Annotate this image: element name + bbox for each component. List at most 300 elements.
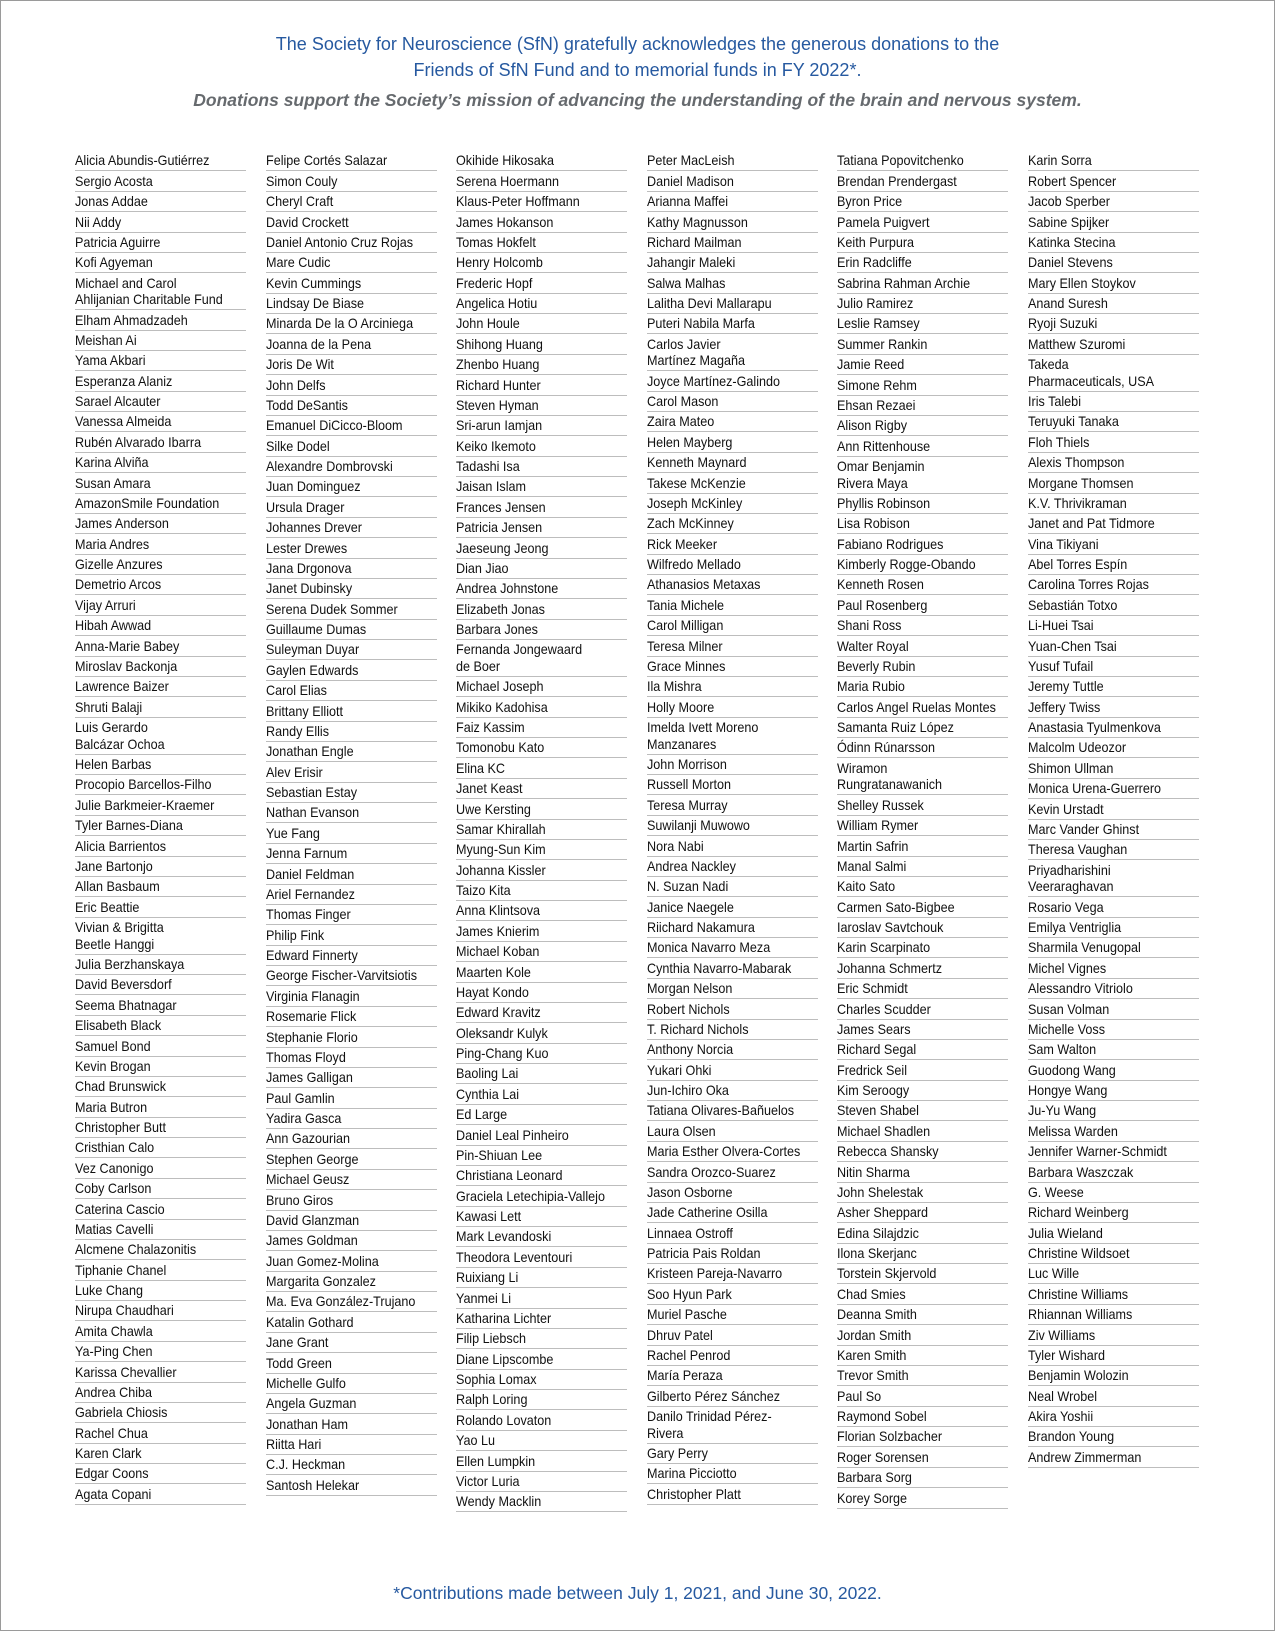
donor-name: Cheryl Craft bbox=[266, 192, 437, 212]
donor-name: Luis Gerardo Balcázar Ochoa bbox=[75, 718, 246, 755]
donor-name: Russell Morton bbox=[647, 775, 818, 795]
donor-name: Jennifer Warner-Schmidt bbox=[1028, 1142, 1199, 1162]
donor-name: Henry Holcomb bbox=[456, 253, 627, 273]
donor-name: Ju-Yu Wang bbox=[1028, 1101, 1199, 1121]
donor-name: N. Suzan Nadi bbox=[647, 877, 818, 897]
donor-name: Edward Kravitz bbox=[456, 1003, 627, 1023]
donor-name: Ursula Drager bbox=[266, 497, 437, 517]
donor-name: Tiphanie Chanel bbox=[75, 1260, 246, 1280]
donor-name: Ódinn Rúnarsson bbox=[837, 738, 1008, 758]
donor-name: Brittany Elliott bbox=[266, 701, 437, 721]
donor-name: Todd Green bbox=[266, 1353, 437, 1373]
donor-name: Frances Jensen bbox=[456, 497, 627, 517]
donor-name: Tomonobu Kato bbox=[456, 738, 627, 758]
donor-name: Faiz Kassim bbox=[456, 718, 627, 738]
donor-name: Michelle Voss bbox=[1028, 1020, 1199, 1040]
donor-name: Sri-arun Iamjan bbox=[456, 416, 627, 436]
donor-name: G. Weese bbox=[1028, 1183, 1199, 1203]
donor-name: Jane Grant bbox=[266, 1333, 437, 1353]
donor-name: Frederic Hopf bbox=[456, 273, 627, 293]
donor-name: Kristeen Pareja-Navarro bbox=[647, 1264, 818, 1284]
donor-name: Richard Hunter bbox=[456, 375, 627, 395]
donor-name: Diane Lipscombe bbox=[456, 1349, 627, 1369]
donor-name: Shimon Ullman bbox=[1028, 758, 1199, 778]
donor-name: Christine Wildsoet bbox=[1028, 1244, 1199, 1264]
donor-name: John Houle bbox=[456, 314, 627, 334]
donor-name: AmazonSmile Foundation bbox=[75, 494, 246, 514]
donor-name: Michael Shadlen bbox=[837, 1121, 1008, 1141]
donor-name: Emilya Ventriglia bbox=[1028, 918, 1199, 938]
donor-name: Monica Navarro Meza bbox=[647, 938, 818, 958]
donor-name: Lester Drewes bbox=[266, 538, 437, 558]
donor-name: Rosemarie Flick bbox=[266, 1007, 437, 1027]
donor-name: Gary Perry bbox=[647, 1444, 818, 1464]
donor-name: Alicia Abundis-Gutiérrez bbox=[75, 151, 246, 171]
donor-name: Stephen George bbox=[266, 1149, 437, 1169]
donor-name: Tadashi Isa bbox=[456, 457, 627, 477]
donor-name: Peter MacLeish bbox=[647, 151, 818, 171]
donor-name: Teresa Murray bbox=[647, 795, 818, 815]
donor-name: Sharmila Venugopal bbox=[1028, 938, 1199, 958]
donor-name: Korey Sorge bbox=[837, 1488, 1008, 1508]
donor-name: Cynthia Lai bbox=[456, 1084, 627, 1104]
donor-name: Andrea Chiba bbox=[75, 1383, 246, 1403]
donor-name: Manal Salmi bbox=[837, 857, 1008, 877]
donor-name: Elizabeth Jonas bbox=[456, 599, 627, 619]
donor-name: Barbara Jones bbox=[456, 620, 627, 640]
donor-name: Pamela Puigvert bbox=[837, 212, 1008, 232]
donor-name: Katinka Stecina bbox=[1028, 233, 1199, 253]
donor-name: Sabrina Rahman Archie bbox=[837, 273, 1008, 293]
donor-name: Procopio Barcellos-Filho bbox=[75, 775, 246, 795]
header bbox=[1, 31, 1274, 113]
donor-name: Silke Dodel bbox=[266, 436, 437, 456]
footer-note: *Contributions made between July 1, 2021, and June 30, 2022. bbox=[393, 1583, 882, 1603]
donor-name: Angelica Hotiu bbox=[456, 294, 627, 314]
donor-name: Christiana Leonard bbox=[456, 1166, 627, 1186]
donor-name: Yue Fang bbox=[266, 823, 437, 843]
donor-name: Jun-Ichiro Oka bbox=[647, 1081, 818, 1101]
donor-name: Felipe Cortés Salazar bbox=[266, 151, 437, 171]
donor-name: Ed Large bbox=[456, 1105, 627, 1125]
donor-name: Coby Carlson bbox=[75, 1179, 246, 1199]
donor-name: Michael Joseph bbox=[456, 677, 627, 697]
donor-name: Miroslav Backonja bbox=[75, 657, 246, 677]
donor-name: John Morrison bbox=[647, 755, 818, 775]
donor-name: Simon Couly bbox=[266, 171, 437, 191]
donor-name: Wiramon Rungratanawanich bbox=[837, 758, 1008, 795]
donor-name: Simone Rehm bbox=[837, 375, 1008, 395]
donor-name: Maria Esther Olvera-Cortes bbox=[647, 1142, 818, 1162]
donor-name: Elisabeth Black bbox=[75, 1016, 246, 1036]
donor-name: Carolina Torres Rojas bbox=[1028, 575, 1199, 595]
donor-name: Rolando Lovaton bbox=[456, 1410, 627, 1430]
donor-name: Wendy Macklin bbox=[456, 1492, 627, 1512]
donor-name: Charles Scudder bbox=[837, 999, 1008, 1019]
donor-name: Matias Cavelli bbox=[75, 1220, 246, 1240]
donor-name: Summer Rankin bbox=[837, 334, 1008, 354]
donor-name: Erin Radcliffe bbox=[837, 253, 1008, 273]
donor-name: Walter Royal bbox=[837, 636, 1008, 656]
donor-name: Shani Ross bbox=[837, 616, 1008, 636]
donor-name: Edward Finnerty bbox=[266, 946, 437, 966]
donor-name: Nora Nabi bbox=[647, 836, 818, 856]
donor-name: Okihide Hikosaka bbox=[456, 151, 627, 171]
donor-name: Steven Shabel bbox=[837, 1101, 1008, 1121]
donor-name: Carlos Javier Martínez Magaña bbox=[647, 334, 818, 371]
donor-name: Daniel Madison bbox=[647, 171, 818, 191]
donor-name: Zaira Mateo bbox=[647, 412, 818, 432]
donor-name: C.J. Heckman bbox=[266, 1455, 437, 1475]
donor-name: Carol Mason bbox=[647, 392, 818, 412]
donor-name: Philip Fink bbox=[266, 925, 437, 945]
donor-name: Ilona Skerjanc bbox=[837, 1244, 1008, 1264]
donor-name: Filip Liebsch bbox=[456, 1329, 627, 1349]
donor-name: Alison Rigby bbox=[837, 416, 1008, 436]
donor-name: Kevin Urstadt bbox=[1028, 799, 1199, 819]
donor-name: Guodong Wang bbox=[1028, 1060, 1199, 1080]
donor-name: Samar Khirallah bbox=[456, 820, 627, 840]
donor-name: Paul Gamlin bbox=[266, 1088, 437, 1108]
donor-name: Roger Sorensen bbox=[837, 1447, 1008, 1467]
donor-name: Omar Benjamin Rivera Maya bbox=[837, 457, 1008, 494]
donor-name: Guillaume Dumas bbox=[266, 620, 437, 640]
donor-name: Andrew Zimmerman bbox=[1028, 1447, 1199, 1467]
donor-name: Elham Ahmadzadeh bbox=[75, 310, 246, 330]
donor-name: Steven Hyman bbox=[456, 396, 627, 416]
donor-name: Janet Dubinsky bbox=[266, 579, 437, 599]
donor-name: Samanta Ruiz López bbox=[837, 718, 1008, 738]
donor-name: Jenna Farnum bbox=[266, 844, 437, 864]
donor-name: Beverly Rubin bbox=[837, 657, 1008, 677]
donor-name: K.V. Thrivikraman bbox=[1028, 494, 1199, 514]
donor-name: Sophia Lomax bbox=[456, 1370, 627, 1390]
donor-name: Jane Bartonjo bbox=[75, 857, 246, 877]
donor-name: Morgan Nelson bbox=[647, 979, 818, 999]
donor-column-6 bbox=[1028, 151, 1200, 1468]
donor-name: Christopher Butt bbox=[75, 1118, 246, 1138]
donor-name: Susan Amara bbox=[75, 473, 246, 493]
donor-name: Tatiana Olivares-Bañuelos bbox=[647, 1101, 818, 1121]
donor-name: Andrea Nackley bbox=[647, 857, 818, 877]
donor-name: Neal Wrobel bbox=[1028, 1386, 1199, 1406]
donor-name: Johanna Kissler bbox=[456, 860, 627, 880]
donor-name: Ellen Lumpkin bbox=[456, 1451, 627, 1471]
donor-name: Iaroslav Savtchouk bbox=[837, 918, 1008, 938]
donor-name: Lawrence Baizer bbox=[75, 677, 246, 697]
donor-name: Karen Smith bbox=[837, 1346, 1008, 1366]
donor-name: Jordan Smith bbox=[837, 1325, 1008, 1345]
donor-name: Seema Bhatnagar bbox=[75, 995, 246, 1015]
donor-name: Julia Wieland bbox=[1028, 1223, 1199, 1243]
donor-name: Kim Seroogy bbox=[837, 1081, 1008, 1101]
donor-name: Theresa Vaughan bbox=[1028, 840, 1199, 860]
donor-name: Monica Urena-Guerrero bbox=[1028, 779, 1199, 799]
donor-name: Teruyuki Tanaka bbox=[1028, 412, 1199, 432]
donor-name: Vina Tikiyani bbox=[1028, 534, 1199, 554]
donor-name: Jonathan Engle bbox=[266, 742, 437, 762]
donor-name: Richard Mailman bbox=[647, 233, 818, 253]
donor-name: Todd DeSantis bbox=[266, 396, 437, 416]
donor-name: Brandon Young bbox=[1028, 1427, 1199, 1447]
donor-name: Rhiannan Williams bbox=[1028, 1305, 1199, 1325]
donor-name: Cynthia Navarro-Mabarak bbox=[647, 958, 818, 978]
donor-name: Maarten Kole bbox=[456, 962, 627, 982]
donor-name: Joanna de la Pena bbox=[266, 334, 437, 354]
donor-name: Abel Torres Espín bbox=[1028, 555, 1199, 575]
donor-column-2 bbox=[266, 151, 438, 1496]
donor-name: Carol Elias bbox=[266, 681, 437, 701]
donor-name: Jacob Sperber bbox=[1028, 192, 1199, 212]
donor-name: Ping-Chang Kuo bbox=[456, 1044, 627, 1064]
donor-name: María Peraza bbox=[647, 1366, 818, 1386]
donor-name: Torstein Skjervold bbox=[837, 1264, 1008, 1284]
donor-name: Phyllis Robinson bbox=[837, 494, 1008, 514]
donor-name: Katalin Gothard bbox=[266, 1312, 437, 1332]
donor-name: Alicia Barrientos bbox=[75, 836, 246, 856]
donor-name: Ruixiang Li bbox=[456, 1268, 627, 1288]
donor-name: Helen Mayberg bbox=[647, 432, 818, 452]
donor-name: Jason Osborne bbox=[647, 1183, 818, 1203]
donor-name: Takeda Pharmaceuticals, USA bbox=[1028, 355, 1199, 392]
donor-name: Jeremy Tuttle bbox=[1028, 677, 1199, 697]
donor-name: Maria Rubio bbox=[837, 677, 1008, 697]
donor-name: Anna-Marie Babey bbox=[75, 636, 246, 656]
donor-name: Elina KC bbox=[456, 758, 627, 778]
donor-name: Yukari Ohki bbox=[647, 1060, 818, 1080]
donor-name: Rick Meeker bbox=[647, 534, 818, 554]
donor-name: Amita Chawla bbox=[75, 1321, 246, 1341]
donor-name: David Glanzman bbox=[266, 1211, 437, 1231]
donor-name: Kathy Magnusson bbox=[647, 212, 818, 232]
donor-name: Kawasi Lett bbox=[456, 1207, 627, 1227]
donor-name: Mikiko Kadohisa bbox=[456, 697, 627, 717]
donor-name: Michel Vignes bbox=[1028, 958, 1199, 978]
donor-name: Nirupa Chaudhari bbox=[75, 1301, 246, 1321]
donor-name: Patricia Aguirre bbox=[75, 233, 246, 253]
donor-name: Janice Naegele bbox=[647, 897, 818, 917]
donor-name: Michelle Gulfo bbox=[266, 1374, 437, 1394]
donor-name: Luc Wille bbox=[1028, 1264, 1199, 1284]
donor-name: Randy Ellis bbox=[266, 722, 437, 742]
donor-name: Fernanda Jongewaard de Boer bbox=[456, 640, 627, 677]
donor-name: Alessandro Vitriolo bbox=[1028, 979, 1199, 999]
donor-name: Akira Yoshii bbox=[1028, 1407, 1199, 1427]
donor-column-3 bbox=[456, 151, 628, 1512]
donor-name: Ziv Williams bbox=[1028, 1325, 1199, 1345]
donor-name: David Crockett bbox=[266, 212, 437, 232]
donor-name: Karissa Chevallier bbox=[75, 1362, 246, 1382]
donor-name: Johanna Schmertz bbox=[837, 958, 1008, 978]
donor-name: Minarda De la O Arciniega bbox=[266, 314, 437, 334]
donor-name: Karin Scarpinato bbox=[837, 938, 1008, 958]
donor-name: Yanmei Li bbox=[456, 1288, 627, 1308]
donor-name: Samuel Bond bbox=[75, 1036, 246, 1056]
donor-name: Sergio Acosta bbox=[75, 171, 246, 191]
donor-name: Vijay Arruri bbox=[75, 595, 246, 615]
donor-name: Uwe Kersting bbox=[456, 799, 627, 819]
donor-name: Jana Drgonova bbox=[266, 559, 437, 579]
donor-name: Keith Purpura bbox=[837, 233, 1008, 253]
donor-name: Zhenbo Huang bbox=[456, 355, 627, 375]
donor-name: Angela Guzman bbox=[266, 1394, 437, 1414]
donor-name: Agata Copani bbox=[75, 1484, 246, 1504]
donor-name: Florian Solzbacher bbox=[837, 1427, 1008, 1447]
donor-name: Takese McKenzie bbox=[647, 473, 818, 493]
donor-name: Melissa Warden bbox=[1028, 1121, 1199, 1141]
donor-name: Meishan Ai bbox=[75, 331, 246, 351]
donor-name: Margarita Gonzalez bbox=[266, 1272, 437, 1292]
donor-name: Michael Koban bbox=[456, 942, 627, 962]
donor-name: Kaito Sato bbox=[837, 877, 1008, 897]
donor-name: Victor Luria bbox=[456, 1472, 627, 1492]
donor-name: Arianna Maffei bbox=[647, 192, 818, 212]
donor-name: Vivian & Brigitta Beetle Hanggi bbox=[75, 918, 246, 955]
donor-name: Vanessa Almeida bbox=[75, 412, 246, 432]
donor-name: Tyler Barnes-Diana bbox=[75, 816, 246, 836]
donor-name: Asher Sheppard bbox=[837, 1203, 1008, 1223]
donor-name: Deanna Smith bbox=[837, 1305, 1008, 1325]
donor-name: Barbara Waszczak bbox=[1028, 1162, 1199, 1182]
donor-name: Brendan Prendergast bbox=[837, 171, 1008, 191]
donor-name: Kofi Agyeman bbox=[75, 253, 246, 273]
donor-name: Yama Akbari bbox=[75, 351, 246, 371]
donor-name: Allan Basbaum bbox=[75, 877, 246, 897]
donor-name: Leslie Ramsey bbox=[837, 314, 1008, 334]
donor-name: Salwa Malhas bbox=[647, 273, 818, 293]
donor-name: Shihong Huang bbox=[456, 334, 627, 354]
donor-name: Gilberto Pérez Sánchez bbox=[647, 1386, 818, 1406]
donor-name: Athanasios Metaxas bbox=[647, 575, 818, 595]
donor-name: Alexis Thompson bbox=[1028, 453, 1199, 473]
donor-name: Dian Jiao bbox=[456, 559, 627, 579]
donor-name: Lisa Robison bbox=[837, 514, 1008, 534]
donor-columns bbox=[75, 151, 1209, 1561]
donor-name: Hibah Awwad bbox=[75, 616, 246, 636]
donor-name: Christopher Platt bbox=[647, 1484, 818, 1504]
donor-name: Daniel Antonio Cruz Rojas bbox=[266, 233, 437, 253]
donor-name: Daniel Stevens bbox=[1028, 253, 1199, 273]
donor-name: Daniel Leal Pinheiro bbox=[456, 1125, 627, 1145]
donor-name: Wilfredo Mellado bbox=[647, 555, 818, 575]
donor-name: Riichard Nakamura bbox=[647, 918, 818, 938]
donor-name: Eric Schmidt bbox=[837, 979, 1008, 999]
donor-name: James Hokanson bbox=[456, 212, 627, 232]
donor-name: Graciela Letechipia-Vallejo bbox=[456, 1186, 627, 1206]
donor-name: Gizelle Anzures bbox=[75, 555, 246, 575]
donor-name: Grace Minnes bbox=[647, 657, 818, 677]
donor-name: Jaeseung Jeong bbox=[456, 538, 627, 558]
donor-name: Michael Geusz bbox=[266, 1170, 437, 1190]
donor-name: Dhruv Patel bbox=[647, 1325, 818, 1345]
donor-name: Shelley Russek bbox=[837, 795, 1008, 815]
donor-name: Joyce Martínez-Galindo bbox=[647, 371, 818, 391]
donor-name: Sebastián Totxo bbox=[1028, 595, 1199, 615]
donor-name: Janet and Pat Tidmore bbox=[1028, 514, 1199, 534]
donor-name: Raymond Sobel bbox=[837, 1407, 1008, 1427]
donor-name: Li-Huei Tsai bbox=[1028, 616, 1199, 636]
donor-name: Sebastian Estay bbox=[266, 783, 437, 803]
donor-name: Anthony Norcia bbox=[647, 1040, 818, 1060]
donor-name: Suwilanji Muwowo bbox=[647, 816, 818, 836]
donor-name: Alexandre Dombrovski bbox=[266, 457, 437, 477]
donor-name: Maria Andres bbox=[75, 534, 246, 554]
donor-name: Karin Sorra bbox=[1028, 151, 1199, 171]
donor-column-1 bbox=[75, 151, 247, 1505]
donor-name: Ila Mishra bbox=[647, 677, 818, 697]
donor-name: Matthew Szuromi bbox=[1028, 334, 1199, 354]
donor-name: Anna Klintsova bbox=[456, 901, 627, 921]
donor-name: Linnaea Ostroff bbox=[647, 1223, 818, 1243]
donor-name: Danilo Trinidad Pérez- Rivera bbox=[647, 1407, 818, 1444]
donor-name: Imelda Ivett Moreno Manzanares bbox=[647, 718, 818, 755]
donor-name: John Shelestak bbox=[837, 1183, 1008, 1203]
donor-name: Tania Michele bbox=[647, 595, 818, 615]
donor-name: Yao Lu bbox=[456, 1431, 627, 1451]
donor-name: Daniel Feldman bbox=[266, 864, 437, 884]
donor-name: Carol Milligan bbox=[647, 616, 818, 636]
donor-name: Gaylen Edwards bbox=[266, 660, 437, 680]
donor-name: Floh Thiels bbox=[1028, 432, 1199, 452]
donor-name: Helen Barbas bbox=[75, 755, 246, 775]
donor-column-4 bbox=[647, 151, 819, 1505]
donor-name: Yuan-Chen Tsai bbox=[1028, 636, 1199, 656]
donor-name: Edgar Coons bbox=[75, 1464, 246, 1484]
donor-name: Tomas Hokfelt bbox=[456, 233, 627, 253]
donor-name: James Galligan bbox=[266, 1068, 437, 1088]
donor-name: Riitta Hari bbox=[266, 1435, 437, 1455]
donor-name: Carlos Angel Ruelas Montes bbox=[837, 697, 1008, 717]
donor-name: Serena Dudek Sommer bbox=[266, 599, 437, 619]
donor-name: Janet Keast bbox=[456, 779, 627, 799]
donor-name: Muriel Pasche bbox=[647, 1305, 818, 1325]
donor-name: Julia Berzhanskaya bbox=[75, 955, 246, 975]
donor-name: Katharina Lichter bbox=[456, 1309, 627, 1329]
donor-name: Thomas Floyd bbox=[266, 1048, 437, 1068]
donor-name: Kenneth Maynard bbox=[647, 453, 818, 473]
donor-name: Morgane Thomsen bbox=[1028, 473, 1199, 493]
donor-name: Vez Canonigo bbox=[75, 1158, 246, 1178]
donor-name: Chad Smies bbox=[837, 1284, 1008, 1304]
donor-name: Nii Addy bbox=[75, 212, 246, 232]
donor-name: Kevin Cummings bbox=[266, 273, 437, 293]
donor-name: Jamie Reed bbox=[837, 355, 1008, 375]
donor-name: Ralph Loring bbox=[456, 1390, 627, 1410]
donor-name: Serena Hoermann bbox=[456, 171, 627, 191]
donor-name: Myung-Sun Kim bbox=[456, 840, 627, 860]
donor-name: Karina Alviña bbox=[75, 453, 246, 473]
donor-name: Marina Picciotto bbox=[647, 1464, 818, 1484]
donor-name: Santosh Helekar bbox=[266, 1475, 437, 1495]
donor-name: Fabiano Rodrigues bbox=[837, 534, 1008, 554]
donor-name: Ma. Eva González-Trujano bbox=[266, 1292, 437, 1312]
donor-name: Esperanza Alaniz bbox=[75, 371, 246, 391]
donor-name: Demetrio Arcos bbox=[75, 575, 246, 595]
donor-name: Jonas Addae bbox=[75, 192, 246, 212]
donor-name: Andrea Johnstone bbox=[456, 579, 627, 599]
donor-name: Jahangir Maleki bbox=[647, 253, 818, 273]
donor-name: Sabine Spijker bbox=[1028, 212, 1199, 232]
donor-name: Paul So bbox=[837, 1386, 1008, 1406]
donor-name: Stephanie Florio bbox=[266, 1027, 437, 1047]
donor-name: Mark Levandoski bbox=[456, 1227, 627, 1247]
donor-name: Michael and Carol Ahlijanian Charitable Fund bbox=[75, 273, 246, 310]
donor-name: Lalitha Devi Mallarapu bbox=[647, 294, 818, 314]
donor-name: Chad Brunswick bbox=[75, 1077, 246, 1097]
donor-name: Caterina Cascio bbox=[75, 1199, 246, 1219]
donor-name: Yusuf Tufail bbox=[1028, 657, 1199, 677]
donor-name: Barbara Sorg bbox=[837, 1468, 1008, 1488]
